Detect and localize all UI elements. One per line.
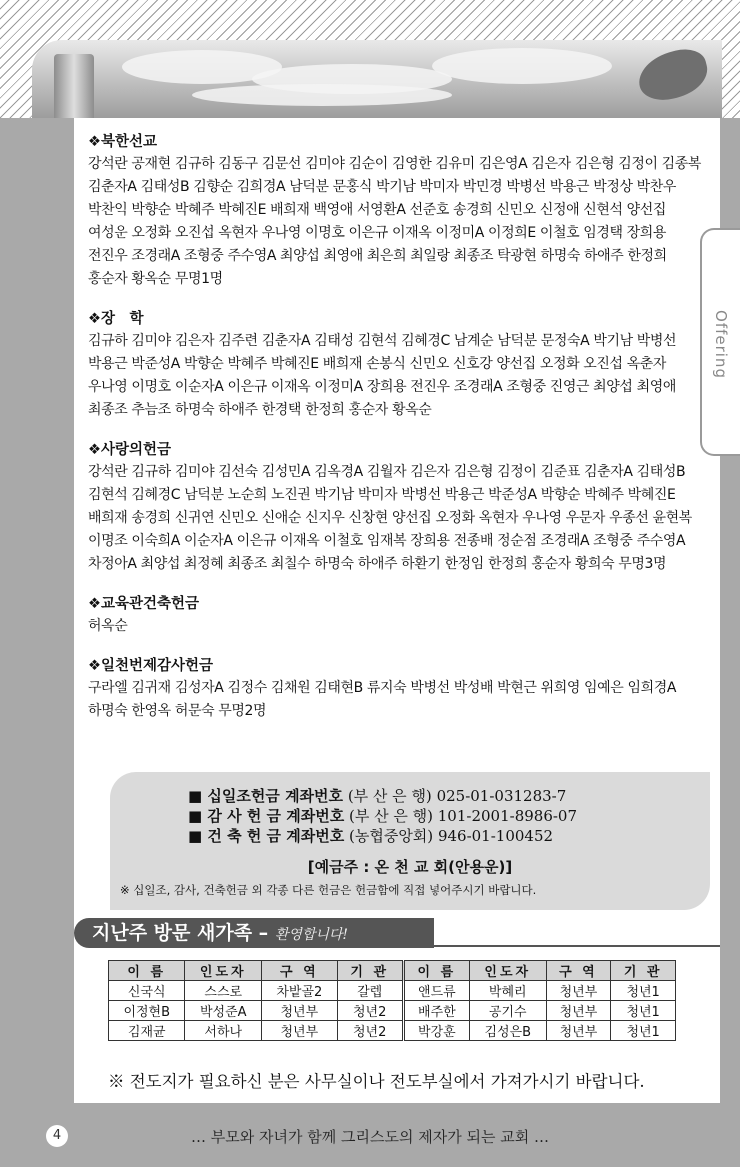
section-donor-list: 김규하 김미야 김은자 김주련 김춘자A 김태성 김현석 김혜경C 남계순 남덕분 문정숙A 박기남 박병선 박용근 박준성A 박향순 박혜주 박혜진E 배희재 손봉식 신민오 신호강 양선집 오정화 오진섭 옥춘자 우나영 이명호 이순자A 이은규 이재옥 이정미A 장희용 전진우 조경래A 조형중 진영근 최양섭 최영애 최종조 추늠조 하명숙 하애주 한경택 한정희 홍순자 황옥순 — [88, 333, 677, 418]
header-banner-image — [32, 40, 722, 118]
account-line-thanks: ■ 감 사 헌 금 계좌번호 (부 산 은 행) 101-2001-8986-07 — [188, 807, 578, 825]
account-line-building: ■ 건 축 헌 금 계좌번호 (농협중앙회) 946-01-100452 — [188, 827, 554, 845]
section-title: ❖일천번제감사헌금 — [88, 658, 214, 674]
tract-request-note: ※ 전도지가 필요하신 분은 사무실이나 전도부실에서 가져가시기 바랍니다. — [108, 1072, 645, 1091]
account-holder: [예금주 : 온 천 교 회(안용운)] — [307, 858, 513, 876]
offering-sections — [88, 130, 708, 739]
left-margin — [0, 118, 32, 1103]
welcome-script: 환영합니다! — [274, 927, 349, 943]
section-title: ❖교육관건축헌금 — [88, 596, 200, 612]
table-row: 신국식 스스로 차밭골2 갈렙 앤드류 박혜리 청년부 청년1 — [109, 981, 676, 1001]
section-donor-list: 강석란 김규하 김미야 김선숙 김성민A 김옥경A 김월자 김은자 김은형 김정이 김준표 김춘자A 김태성B 김현석 김혜경C 남덕분 노순희 노진권 박기남 박미자 박병선 박용근 박준성A 박향순 박혜주 박혜진E 배희재 송경희 신귀연 신민오 신애순 신지우 신창현 양선집 오정화 옥현자 우나영 우문자 우종선 윤현복 이명조 이숙희A 이순자A 이은규 이재옥 이철호 임재복 장희용 전종배 정순점 조경래A 조형중 주수영A 차정아A 최양섭 최정혜 최종조 최칠수 하명숙 하애주 하환기 한정임 한정희 홍순자 황희숙 무명3명 — [88, 464, 692, 572]
section-education-building — [88, 592, 708, 638]
section-donor-list: 구라엘 김귀재 김성자A 김정수 김채원 김태현B 류지숙 박병선 박성배 박현근 위희영 임예은 임희경A 하명숙 한영옥 허문숙 무명2명 — [88, 680, 676, 719]
account-list — [188, 786, 577, 846]
section-scholarship — [88, 307, 708, 422]
heading-rule — [434, 945, 720, 947]
table-header-row: 이 름 인도자 구 역 기 관 이 름 인도자 구 역 기 관 — [109, 961, 676, 981]
page-number: 4 — [46, 1125, 68, 1147]
account-line-tithe: ■ 십일조헌금 계좌번호 (부 산 은 행) 025-01-031283-7 — [188, 787, 567, 805]
section-title: ❖사랑의헌금 — [88, 442, 172, 458]
section-thanksgiving — [88, 654, 708, 723]
section-title: ❖장 학 — [88, 311, 144, 327]
section-love-offering — [88, 438, 708, 576]
new-visitors-heading: 지난주 방문 새가족 – 환영합니다! — [74, 918, 434, 948]
church-motto: … 부모와 자녀가 함께 그리스도의 제자가 되는 교회 … — [191, 1128, 549, 1146]
offering-box-note: ※ 십일조, 감사, 건축헌금 외 각종 다른 헌금은 헌금함에 직접 넣어주시기 바랍니다. — [120, 883, 537, 897]
table-row: 김재균 서하나 청년부 청년2 박강훈 김성은B 청년부 청년1 — [109, 1021, 676, 1041]
table-row: 이정현B 박성준A 청년부 청년2 배주한 공기수 청년부 청년1 — [109, 1001, 676, 1021]
bank-accounts-box — [110, 772, 710, 910]
section-title: ❖북한선교 — [88, 134, 158, 150]
section-north-korea-mission — [88, 130, 708, 291]
building-illustration — [54, 54, 94, 118]
section-donor-list: 강석란 공재현 김규하 김동구 김문선 김미야 김순이 김영한 김유미 김은영A 김은자 김은형 김정이 김종복 김춘자A 김태성B 김향순 김희경A 남덕분 문홍식 박기남 박미자 박민경 박병선 박용근 박정상 박찬우 박찬익 박향순 박혜주 박혜진E 배희재 백영애 서영환A 선준호 송경희 신민오 신정애 신현석 양선집 여성운 오정화 오진섭 옥현자 우나영 이명호 이은규 이재옥 이정미A 이정희E 이철호 임경택 장희용 전진우 조경래A 조형중 주수영A 최양섭 최영애 최은희 최일랑 최종조 탁광현 하명숙 하애주 한정희 홍순자 황옥순 무명1명 — [88, 156, 702, 287]
new-visitors-table — [108, 960, 676, 1041]
section-donor-list: 허옥순 — [88, 618, 128, 634]
side-tab-label: Offering — [712, 310, 730, 379]
leaf-illustration — [633, 44, 712, 106]
